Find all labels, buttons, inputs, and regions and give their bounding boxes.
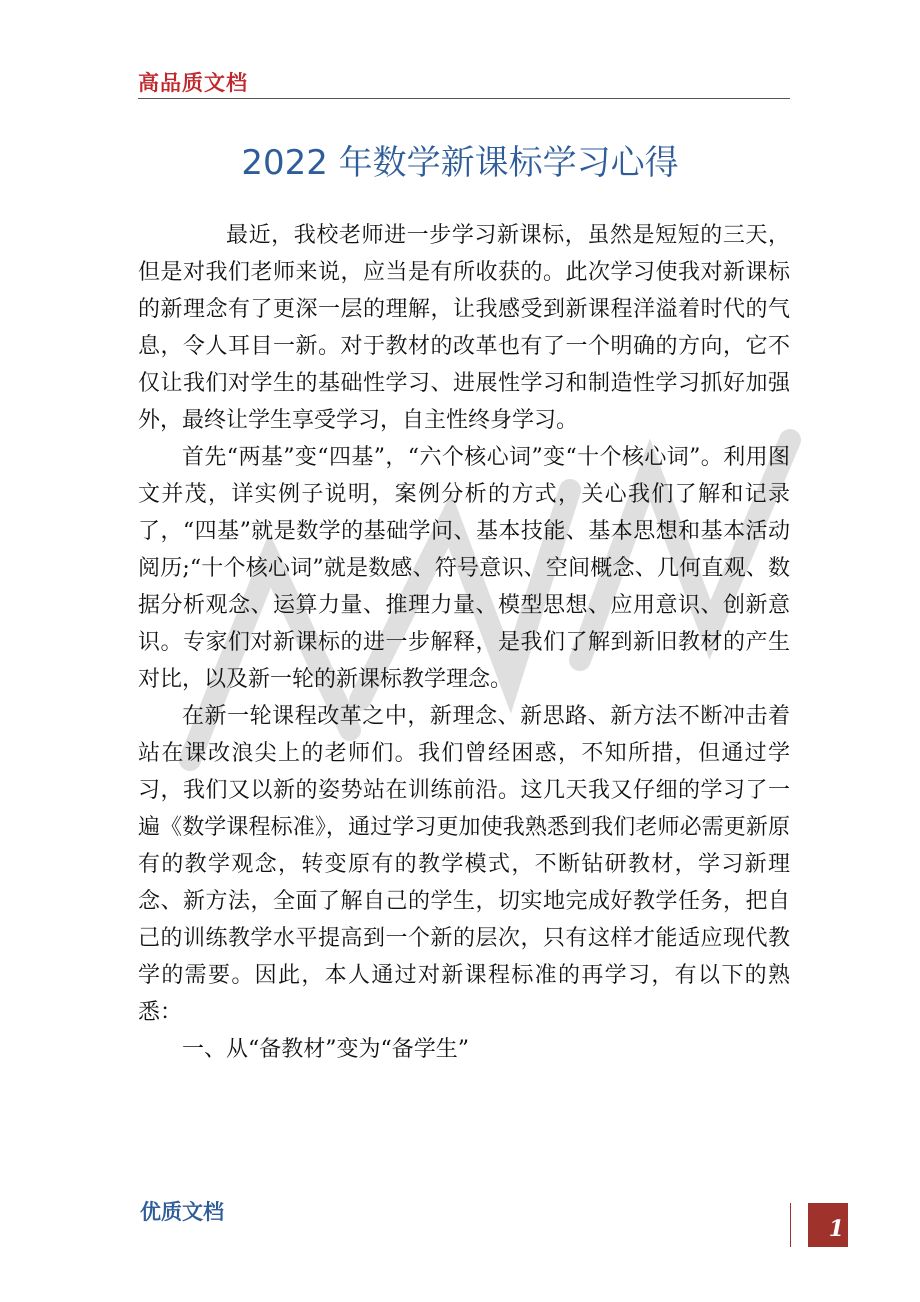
document-title: 2022 年数学新课标学习心得 — [241, 143, 679, 183]
page-number: 1 — [828, 1216, 844, 1242]
paragraph: 首先“两基”变“四基”，“六个核心词”变“十个核心词”。利用图文并茂，详实例子说明，案例分析的方式，关心我们了解和记录了，“四基”就是数学的基础学问、基本技能、基本思想和基本活动阅历;“十个核心词”就是数感、符号意识、空间概念、几何直观、数据分析观念、运算力量、推理力量、模型思想、应用意识、创新意识。专家们对新课标的进一步解释，是我们了解到新旧教材的产生对比，以及新一轮的新课标教学理念。 — [138, 445, 790, 692]
header-label: 高品质文档 — [138, 71, 248, 95]
paragraph: 在新一轮课程改革之中，新理念、新思路、新方法不断冲击着站在课改浪尖上的老师们。我们曾经困惑，不知所措，但通过学习，我们又以新的姿势站在训练前沿。这几天我又仔细的学习了一遍《数学课程标准》，通过学习更加使我熟悉到我们老师必需更新原有的教学观念，转变原有的教学模式，不断钻研教材，学习新理念、新方法，全面了解自己的学生，切实地完成好教学任务，把自己的训练教学水平提高到一个新的层次，只有这样才能适应现代教学的需要。因此，本人通过对新课程标准的再学习，有以下的熟悉： — [138, 704, 790, 1025]
paragraph: 最近，我校老师进一步学习新课标，虽然是短短的三天，但是对我们老师来说，应当是有所收获的。此次学习使我对新课标的新理念有了更深一层的理解，让我感受到新课程洋溢着时代的气息，令人耳目一新。对于教材的改革也有了一个明确的方向，它不仅让我们对学生的基础性学习、进展性学习和制造性学习抓好加强外，最终让学生享受学习，自主性终身学习。 — [138, 223, 790, 433]
page-header — [138, 70, 790, 99]
footer-label: 优质文档 — [140, 1200, 224, 1224]
document-body — [138, 217, 790, 1068]
section-heading: 一、从“备教材”变为“备学生” — [182, 1037, 469, 1062]
footer-divider — [790, 1203, 791, 1247]
